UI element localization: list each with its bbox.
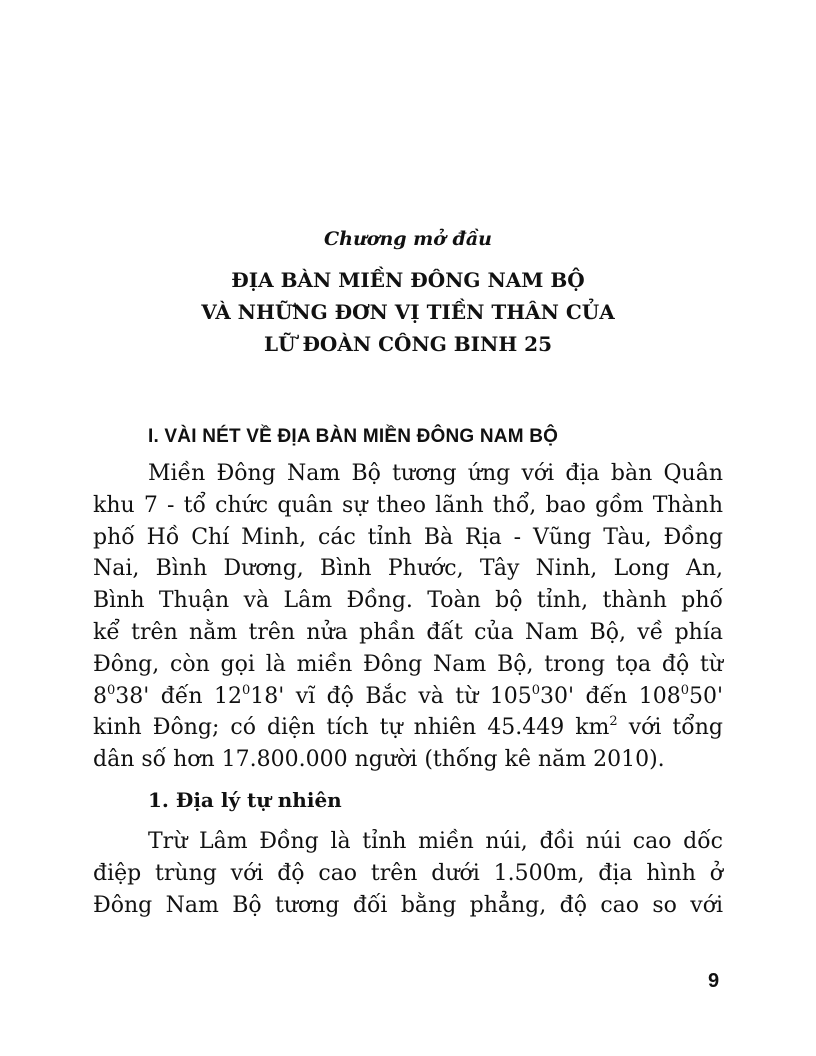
chapter-title-line: ĐỊA BÀN MIỀN ĐÔNG NAM BỘ — [231, 268, 585, 292]
area-line — [93, 712, 723, 744]
text-line: Nai, Bình Dương, Bình Phước, Tây Ninh, Long An, — [93, 556, 723, 582]
lat-from: $8^038'$ — [93, 682, 150, 709]
lon-to: $108^050'$ — [638, 682, 724, 709]
text-line: kể trên nằm trên nửa phần đất của Nam Bộ, về phía — [93, 619, 723, 645]
lat-to: $12^018'$ — [213, 682, 285, 709]
chapter-label: Chương mở đầu — [324, 228, 492, 250]
paragraph-1 — [93, 458, 723, 776]
area-text: kinh Đông; có diện tích tự nhiên 45.449 km — [93, 715, 610, 741]
text-line: điệp trùng với độ cao trên dưới 1.500m, địa hình ở — [93, 860, 723, 886]
lat-label: vĩ độ Bắc và từ — [295, 683, 479, 709]
text-line: Đông, còn gọi là miền Đông Nam Bộ, trong tọa độ từ — [93, 651, 723, 677]
chapter-title-line: LỮ ĐOÀN CÔNG BINH 25 — [263, 332, 553, 356]
lon-from: $105^030'$ — [489, 682, 575, 709]
to-word: đến — [585, 683, 628, 709]
chapter-title-line: VÀ NHỮNG ĐƠN VỊ TIỀN THÂN CỦA — [201, 300, 615, 324]
text-line: Đông Nam Bộ tương đối bằng phẳng, độ cao so với — [93, 892, 723, 918]
text-line: khu 7 - tổ chức quân sự theo lãnh thổ, bao gồm Thành — [93, 492, 723, 518]
chapter-title — [0, 264, 816, 360]
to-word: đến — [160, 683, 203, 709]
section-heading: I. VÀI NÉT VỀ ĐỊA BÀN MIỀN ĐÔNG NAM BỘ — [148, 426, 559, 447]
text-line: dân số hơn 17.800.000 người (thống kê năm 2010). — [93, 747, 665, 773]
text-line: Miền Đông Nam Bộ tương ứng với địa bàn Quân — [148, 461, 723, 486]
page-number: 9 — [708, 970, 720, 992]
text-line: Bình Thuận và Lâm Đồng. Toàn bộ tỉnh, thành phố — [93, 588, 723, 614]
coordinates-line — [93, 681, 723, 713]
subsection-heading: 1. Địa lý tự nhiên — [148, 788, 342, 812]
area-text-after: với tổng — [628, 715, 723, 741]
area-superscript: 2 — [609, 714, 618, 730]
text-line: Trừ Lâm Đồng là tỉnh miền núi, đồi núi cao dốc — [148, 829, 723, 854]
paragraph-2 — [93, 826, 723, 921]
text-line: phố Hồ Chí Minh, các tỉnh Bà Rịa - Vũng Tàu, Đồng — [93, 524, 723, 550]
